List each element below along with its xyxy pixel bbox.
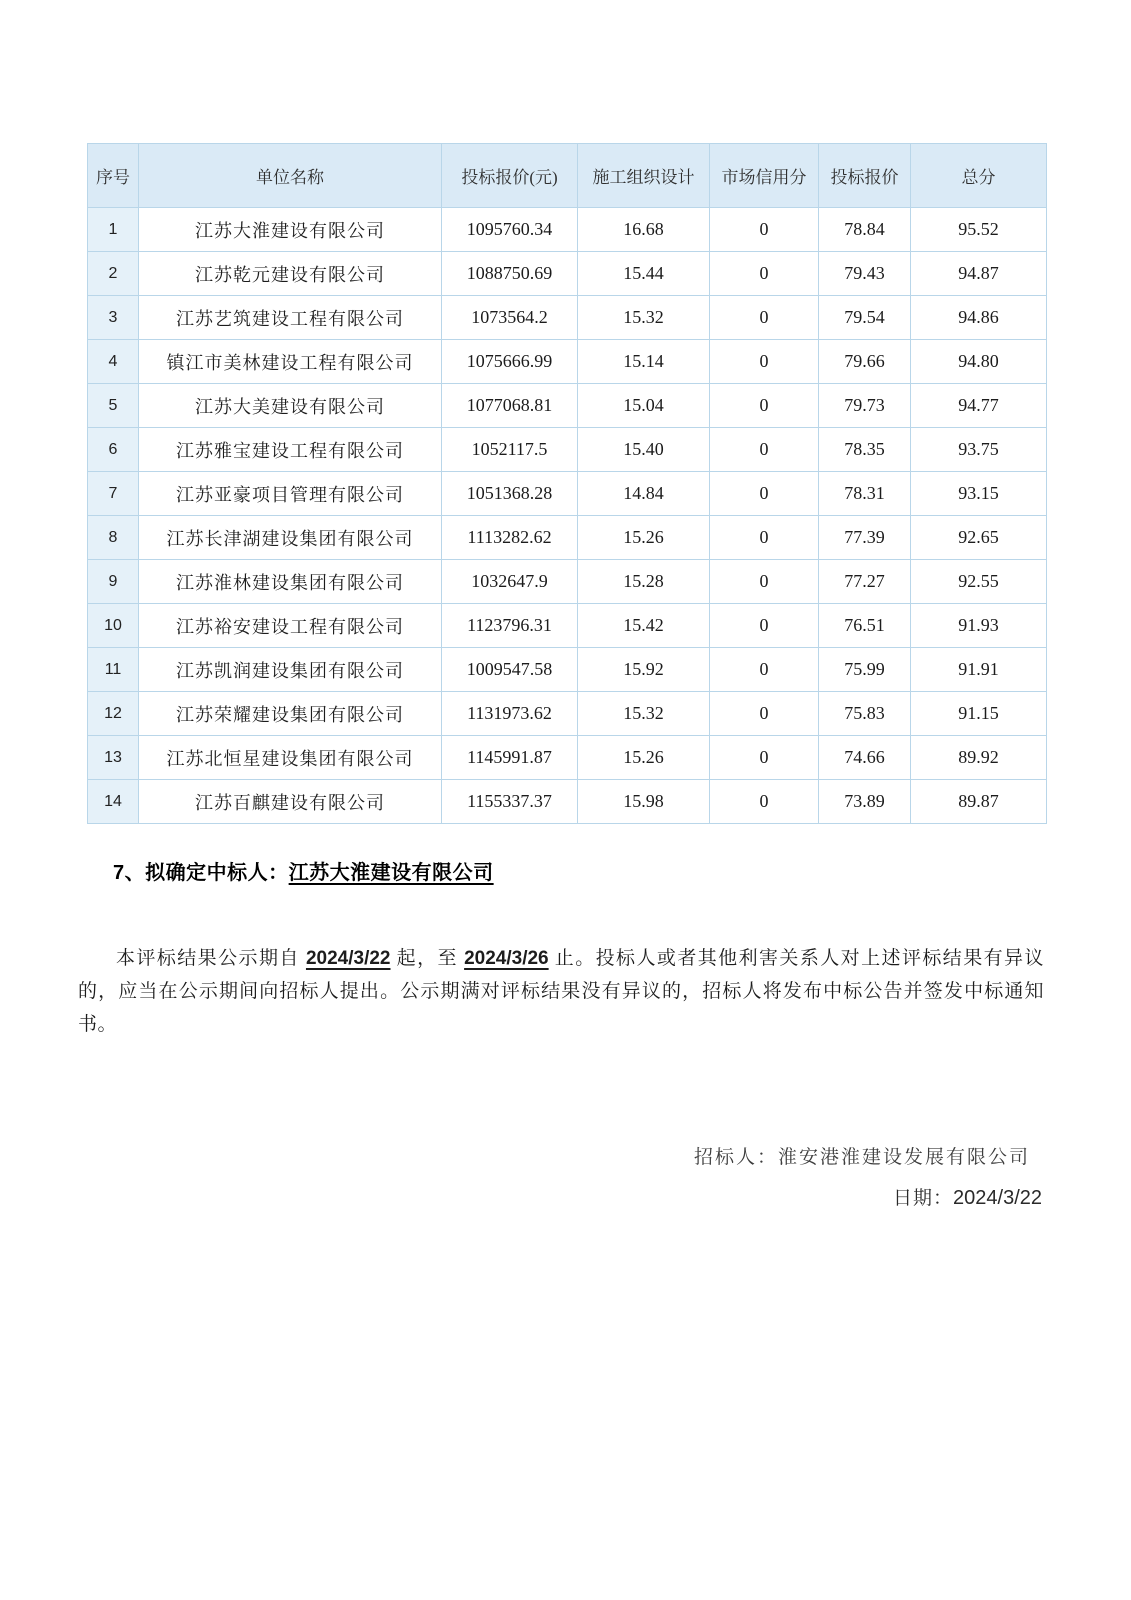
total-score-cell: 94.87 [911, 252, 1047, 296]
row-index-cell: 1 [88, 208, 139, 252]
total-score-cell: 89.87 [911, 780, 1047, 824]
market-credit-score-cell: 0 [710, 296, 819, 340]
construction-org-score-cell: 15.40 [578, 428, 710, 472]
bid-price-cell: 1145991.87 [442, 736, 578, 780]
col-header-bid-price-yuan: 投标报价(元) [442, 144, 578, 208]
table-body [88, 208, 1047, 824]
row-index-cell: 13 [88, 736, 139, 780]
company-name-cell: 江苏乾元建设有限公司 [139, 252, 442, 296]
construction-org-score-cell: 15.28 [578, 560, 710, 604]
market-credit-score-cell: 0 [710, 604, 819, 648]
bid-price-score-cell: 77.27 [819, 560, 911, 604]
table-row [88, 252, 1047, 296]
row-index-cell: 9 [88, 560, 139, 604]
bid-price-score-cell: 75.83 [819, 692, 911, 736]
total-score-cell: 92.65 [911, 516, 1047, 560]
bid-price-score-cell: 79.43 [819, 252, 911, 296]
row-index-cell: 5 [88, 384, 139, 428]
construction-org-score-cell: 15.32 [578, 692, 710, 736]
table-row [88, 736, 1047, 780]
bid-price-score-cell: 78.35 [819, 428, 911, 472]
notice-text-3: 止。投标人或者其他利害关系人对上述评标结果有异议的，应当在公示期间向招标人提出。公示期满对评标结果没有异议的，招标人将发布中标公告并签发中标通知书。 [78, 948, 1044, 1035]
table-row [88, 208, 1047, 252]
tenderer-label: 招标人： [693, 1147, 778, 1168]
bid-price-score-cell: 78.31 [819, 472, 911, 516]
date-label: 日期： [893, 1188, 954, 1209]
tenderer-line [694, 1142, 1030, 1169]
bid-price-score-cell: 79.54 [819, 296, 911, 340]
row-index-cell: 8 [88, 516, 139, 560]
market-credit-score-cell: 0 [710, 472, 819, 516]
table-row [88, 692, 1047, 736]
bid-evaluation-table [87, 143, 1047, 824]
bid-price-cell: 1075666.99 [442, 340, 578, 384]
col-header-market-credit: 市场信用分 [710, 144, 819, 208]
company-name-cell: 江苏亚豪项目管理有限公司 [139, 472, 442, 516]
company-name-cell: 江苏凯润建设集团有限公司 [139, 648, 442, 692]
table-row [88, 340, 1047, 384]
bid-price-cell: 1123796.31 [442, 604, 578, 648]
total-score-cell: 93.75 [911, 428, 1047, 472]
company-name-cell: 江苏大美建设有限公司 [139, 384, 442, 428]
bid-price-score-cell: 79.66 [819, 340, 911, 384]
row-index-cell: 14 [88, 780, 139, 824]
award-winner-name: 江苏大淮建设有限公司 [288, 862, 494, 884]
construction-org-score-cell: 15.26 [578, 736, 710, 780]
total-score-cell: 92.55 [911, 560, 1047, 604]
bid-price-cell: 1155337.37 [442, 780, 578, 824]
date-value: 2024/3/22 [953, 1187, 1042, 1209]
award-label: 7、拟确定中标人： [113, 862, 289, 884]
bid-price-score-cell: 77.39 [819, 516, 911, 560]
publicity-end-date: 2024/3/26 [464, 948, 549, 969]
table-row [88, 428, 1047, 472]
market-credit-score-cell: 0 [710, 428, 819, 472]
market-credit-score-cell: 0 [710, 560, 819, 604]
company-name-cell: 江苏淮林建设集团有限公司 [139, 560, 442, 604]
market-credit-score-cell: 0 [710, 692, 819, 736]
company-name-cell: 江苏百麒建设有限公司 [139, 780, 442, 824]
total-score-cell: 91.15 [911, 692, 1047, 736]
bid-price-cell: 1032647.9 [442, 560, 578, 604]
bid-price-score-cell: 74.66 [819, 736, 911, 780]
table-row [88, 780, 1047, 824]
table-row [88, 296, 1047, 340]
market-credit-score-cell: 0 [710, 780, 819, 824]
market-credit-score-cell: 0 [710, 340, 819, 384]
bid-price-cell: 1095760.34 [442, 208, 578, 252]
row-index-cell: 3 [88, 296, 139, 340]
construction-org-score-cell: 15.14 [578, 340, 710, 384]
company-name-cell: 江苏荣耀建设集团有限公司 [139, 692, 442, 736]
total-score-cell: 89.92 [911, 736, 1047, 780]
row-index-cell: 6 [88, 428, 139, 472]
tenderer-name: 淮安港淮建设发展有限公司 [777, 1147, 1030, 1168]
table-row [88, 384, 1047, 428]
bid-price-cell: 1073564.2 [442, 296, 578, 340]
col-header-company-name: 单位名称 [139, 144, 442, 208]
bid-price-cell: 1052117.5 [442, 428, 578, 472]
total-score-cell: 91.93 [911, 604, 1047, 648]
construction-org-score-cell: 15.32 [578, 296, 710, 340]
bid-price-score-cell: 75.99 [819, 648, 911, 692]
date-line [893, 1183, 1042, 1210]
total-score-cell: 93.15 [911, 472, 1047, 516]
bid-price-cell: 1131973.62 [442, 692, 578, 736]
bid-price-cell: 1113282.62 [442, 516, 578, 560]
col-header-bid-price-score: 投标报价 [819, 144, 911, 208]
col-header-construction-org: 施工组织设计 [578, 144, 710, 208]
notice-paragraph [78, 942, 1044, 1041]
bid-price-cell: 1088750.69 [442, 252, 578, 296]
row-index-cell: 7 [88, 472, 139, 516]
row-index-cell: 4 [88, 340, 139, 384]
table-row [88, 604, 1047, 648]
company-name-cell: 江苏大淮建设有限公司 [139, 208, 442, 252]
total-score-cell: 91.91 [911, 648, 1047, 692]
total-score-cell: 94.86 [911, 296, 1047, 340]
bid-price-cell: 1051368.28 [442, 472, 578, 516]
notice-text-1: 本评标结果公示期自 [116, 948, 306, 969]
table-row [88, 560, 1047, 604]
row-index-cell: 11 [88, 648, 139, 692]
company-name-cell: 镇江市美林建设工程有限公司 [139, 340, 442, 384]
construction-org-score-cell: 14.84 [578, 472, 710, 516]
company-name-cell: 江苏长津湖建设集团有限公司 [139, 516, 442, 560]
market-credit-score-cell: 0 [710, 648, 819, 692]
company-name-cell: 江苏艺筑建设工程有限公司 [139, 296, 442, 340]
market-credit-score-cell: 0 [710, 384, 819, 428]
table-header-row [88, 144, 1047, 208]
bid-price-cell: 1077068.81 [442, 384, 578, 428]
construction-org-score-cell: 15.44 [578, 252, 710, 296]
table-row [88, 472, 1047, 516]
market-credit-score-cell: 0 [710, 208, 819, 252]
bid-price-score-cell: 79.73 [819, 384, 911, 428]
bid-price-score-cell: 78.84 [819, 208, 911, 252]
construction-org-score-cell: 15.26 [578, 516, 710, 560]
company-name-cell: 江苏北恒星建设集团有限公司 [139, 736, 442, 780]
row-index-cell: 12 [88, 692, 139, 736]
bid-price-cell: 1009547.58 [442, 648, 578, 692]
construction-org-score-cell: 15.92 [578, 648, 710, 692]
publicity-start-date: 2024/3/22 [305, 948, 391, 969]
construction-org-score-cell: 16.68 [578, 208, 710, 252]
company-name-cell: 江苏雅宝建设工程有限公司 [139, 428, 442, 472]
market-credit-score-cell: 0 [710, 736, 819, 780]
total-score-cell: 94.80 [911, 340, 1047, 384]
row-index-cell: 2 [88, 252, 139, 296]
row-index-cell: 10 [88, 604, 139, 648]
construction-org-score-cell: 15.42 [578, 604, 710, 648]
table-row [88, 516, 1047, 560]
col-header-index: 序号 [88, 144, 139, 208]
company-name-cell: 江苏裕安建设工程有限公司 [139, 604, 442, 648]
total-score-cell: 95.52 [911, 208, 1047, 252]
total-score-cell: 94.77 [911, 384, 1047, 428]
construction-org-score-cell: 15.04 [578, 384, 710, 428]
market-credit-score-cell: 0 [710, 252, 819, 296]
notice-text-2: 起，至 [390, 948, 465, 969]
market-credit-score-cell: 0 [710, 516, 819, 560]
construction-org-score-cell: 15.98 [578, 780, 710, 824]
col-header-total-score: 总分 [911, 144, 1047, 208]
bid-price-score-cell: 76.51 [819, 604, 911, 648]
award-line [113, 856, 494, 885]
table-row [88, 648, 1047, 692]
bid-price-score-cell: 73.89 [819, 780, 911, 824]
